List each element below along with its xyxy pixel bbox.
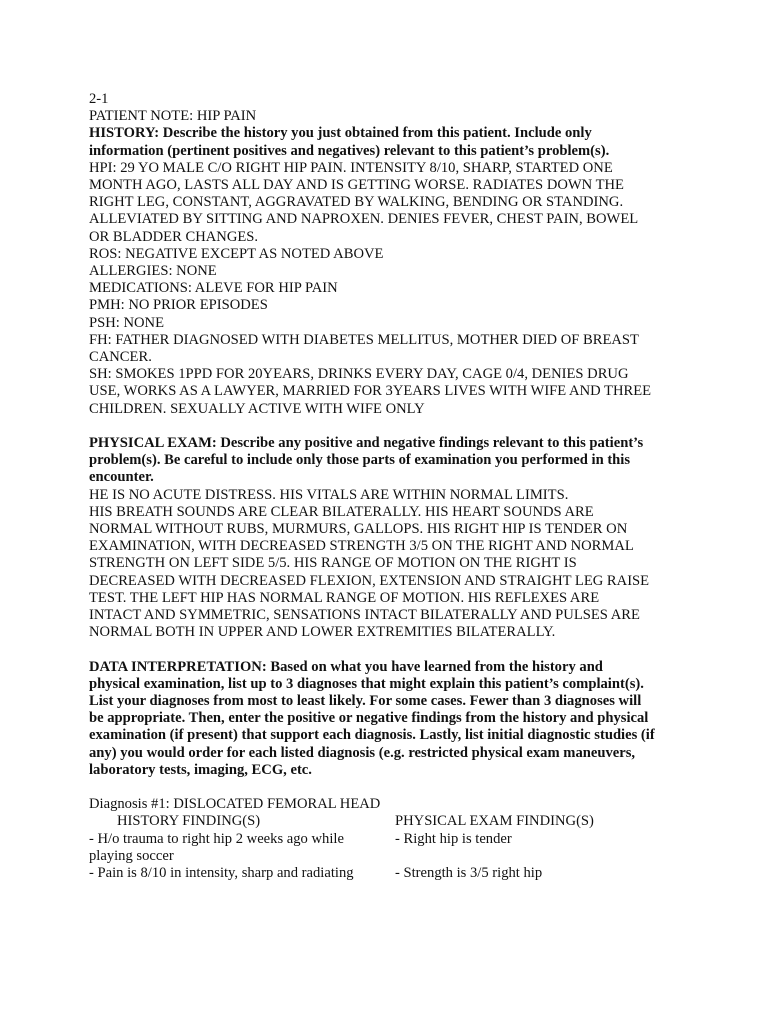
history-line: ALLEVIATED BY SITTING AND NAPROXEN. DENIES FEVER, CHEST PAIN, BOWEL: [89, 211, 639, 228]
diagnosis-1-title: Diagnosis #1: DISLOCATED FEMORAL HEAD: [89, 796, 381, 813]
exam-line: NORMAL WITHOUT RUBS, MURMURS, GALLOPS. HIS RIGHT HIP IS TENDER ON: [89, 521, 628, 538]
exam-line: INTACT AND SYMMETRIC, SENSATIONS INTACT BILATERALLY AND PULSES ARE: [89, 607, 640, 624]
exam-line: NORMAL BOTH IN UPPER AND LOWER EXTREMITIES BILATERALLY.: [89, 624, 556, 641]
section-gap: [89, 641, 689, 658]
exam-prompt-line-1: PHYSICAL EXAM: Describe any positive and negative findings relevant to this patient’s: [89, 435, 644, 452]
history-line: PMH: NO PRIOR EPISODES: [89, 297, 268, 314]
exam-line: EXAMINATION, WITH DECREASED STRENGTH 3/5 ON THE RIGHT AND NORMAL: [89, 538, 634, 555]
history-line: HPI: 29 YO MALE C/O RIGHT HIP PAIN. INTENSITY 8/10, SHARP, STARTED ONE: [89, 159, 613, 176]
history-line: MEDICATIONS: ALEVE FOR HIP PAIN: [89, 280, 338, 297]
history-line: CANCER.: [89, 349, 152, 366]
section-gap: [89, 779, 689, 796]
interpretation-prompt-line: any) you would order for each listed diagnosis (e.g. restricted physical exam maneuvers,: [89, 744, 636, 761]
findings-row: [89, 848, 689, 865]
findings-row: [89, 831, 689, 848]
exam-line: HIS BREATH SOUNDS ARE CLEAR BILATERALLY. HIS HEART SOUNDS ARE: [89, 503, 594, 520]
exam-line: HE IS NO ACUTE DISTRESS. HIS VITALS ARE WITHIN NORMAL LIMITS.: [89, 486, 569, 503]
history-prompt-line-1: HISTORY: Describe the history you just obtained from this patient. Include only: [89, 125, 592, 142]
history-findings-header: HISTORY FINDING(S): [117, 813, 261, 830]
exam-finding: - Right hip is tender: [395, 830, 512, 847]
history-line: OR BLADDER CHANGES.: [89, 228, 259, 245]
diagnosis-1-header-row: [89, 813, 689, 830]
exam-findings-header: PHYSICAL EXAM FINDING(S): [395, 813, 594, 830]
exam-line: STRENGTH ON LEFT SIDE 5/5. HIS RANGE OF MOTION ON THE RIGHT IS: [89, 555, 577, 572]
note-title: PATIENT NOTE: HIP PAIN: [89, 108, 257, 125]
exam-line: TEST. THE LEFT HIP HAS NORMAL RANGE OF MOTION. HIS REFLEXES ARE: [89, 589, 600, 606]
case-id: 2-1: [89, 91, 109, 107]
findings-row: [89, 865, 689, 882]
exam-prompt-line-3: encounter.: [89, 469, 154, 486]
interpretation-prompt-line: examination (if present) that support each diagnosis. Lastly, list initial diagnostic studies (if: [89, 727, 655, 744]
exam-finding: - Strength is 3/5 right hip: [395, 865, 543, 882]
interpretation-prompt-line: physical examination, list up to 3 diagnoses that might explain this patient’s complaint(s).: [89, 675, 644, 692]
section-gap: [89, 418, 689, 435]
history-line: MONTH AGO, LASTS ALL DAY AND IS GETTING WORSE. RADIATES DOWN THE: [89, 177, 624, 194]
history-finding: playing soccer: [89, 847, 174, 864]
history-line: FH: FATHER DIAGNOSED WITH DIABETES MELLITUS, MOTHER DIED OF BREAST: [89, 331, 639, 348]
history-finding: - Pain is 8/10 in intensity, sharp and radiating: [89, 865, 354, 882]
exam-line: DECREASED WITH DECREASED FLEXION, EXTENSION AND STRAIGHT LEG RAISE: [89, 572, 650, 589]
exam-finding: [395, 848, 689, 865]
patient-note-document: [89, 91, 689, 882]
interpretation-prompt-line: be appropriate. Then, enter the positive or negative findings from the history and physical: [89, 710, 649, 727]
history-line: PSH: NONE: [89, 314, 165, 331]
interpretation-prompt-line: DATA INTERPRETATION: Based on what you have learned from the history and: [89, 658, 603, 675]
history-line: USE, WORKS AS A LAWYER, MARRIED FOR 3YEARS LIVES WITH WIFE AND THREE: [89, 383, 652, 400]
history-line: SH: SMOKES 1PPD FOR 20YEARS, DRINKS EVERY DAY, CAGE 0/4, DENIES DRUG: [89, 366, 629, 383]
history-line: ROS: NEGATIVE EXCEPT AS NOTED ABOVE: [89, 245, 384, 262]
history-line: CHILDREN. SEXUALLY ACTIVE WITH WIFE ONLY: [89, 400, 425, 417]
history-prompt-line-2: information (pertinent positives and negatives) relevant to this patient’s problem(s).: [89, 142, 610, 159]
interpretation-prompt-line: laboratory tests, imaging, ECG, etc.: [89, 761, 312, 778]
history-finding: - H/o trauma to right hip 2 weeks ago while: [89, 830, 344, 847]
exam-prompt-line-2: problem(s). Be careful to include only those parts of examination you performed in this: [89, 452, 631, 469]
history-line: ALLERGIES: NONE: [89, 263, 217, 280]
interpretation-prompt-line: List your diagnoses from most to least likely. For some cases. Fewer than 3 diagnoses will: [89, 693, 642, 710]
history-line: RIGHT LEG, CONSTANT, AGGRAVATED BY WALKING, BENDING OR STANDING.: [89, 194, 624, 211]
